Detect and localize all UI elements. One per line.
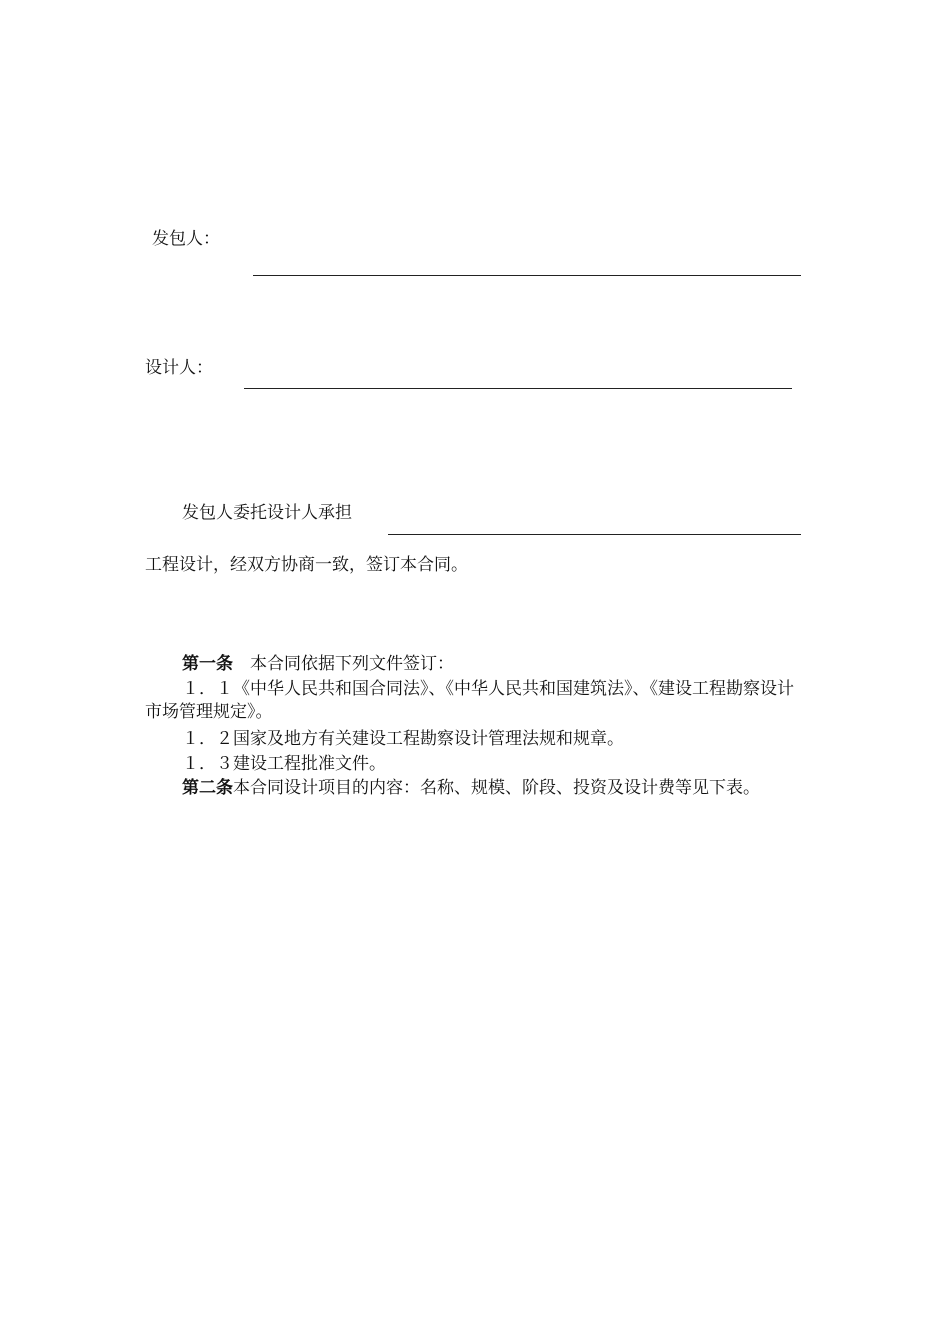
article-1-text: 本合同依据下列文件签订： xyxy=(233,654,454,674)
designer-underline xyxy=(244,388,792,389)
employer-label: 发包人： xyxy=(152,229,220,249)
commission-prefix: 发包人委托设计人承担 xyxy=(182,503,352,523)
commission-suffix: 工程设计，经双方协商一致，签订本合同。 xyxy=(145,555,468,575)
article-1-item-2: １．２国家及地方有关建设工程勘察设计管理法规和规章。 xyxy=(182,729,624,749)
article-1-item-1: １．１《中华人民共和国合同法》、《中华人民共和国建筑法》、《建设工程勘察设计市场管理规定》。 xyxy=(145,679,794,722)
employer-underline xyxy=(253,275,801,276)
project-name-underline xyxy=(388,534,801,535)
article-1-heading xyxy=(182,653,454,675)
article-2-title: 第二条 xyxy=(182,778,233,798)
designer-label: 设计人： xyxy=(145,358,213,378)
article-1-title: 第一条 xyxy=(182,654,233,674)
article-2-text: 本合同设计项目的内容：名称、规模、阶段、投资及设计费等见下表。 xyxy=(233,778,760,798)
article-1-item-3: １．３建设工程批准文件。 xyxy=(182,754,386,774)
article-2-paragraph xyxy=(145,777,805,800)
